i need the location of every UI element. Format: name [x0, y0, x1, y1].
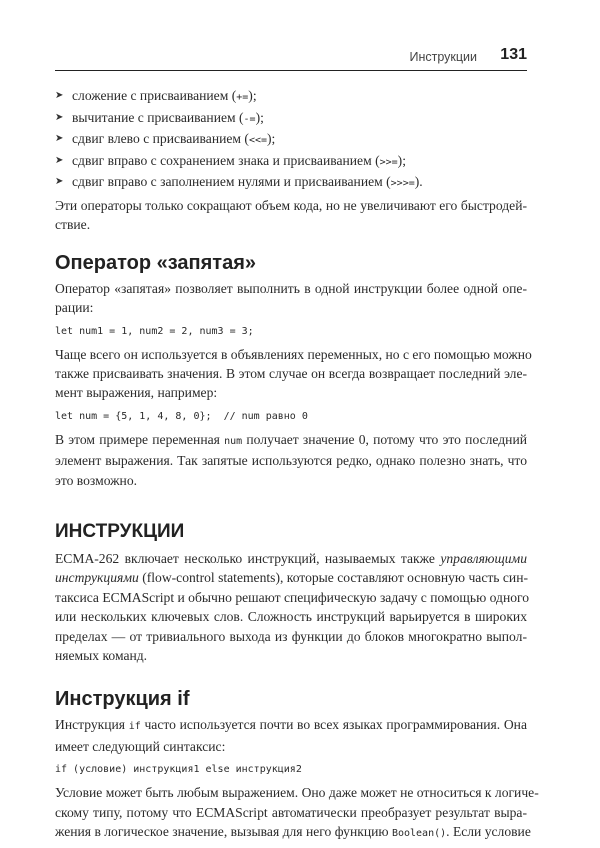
arrow-bullet-icon: ➤ [55, 133, 64, 145]
text-line: таксиса ECMAScript и обычно решают специфическую задачу с помощью одного [55, 589, 530, 605]
text: получает значение 0, потому что это последний [242, 431, 527, 447]
text-line: Эти операторы только сокращают объем кода, но не увеличивают его быстродей- [55, 197, 527, 213]
code-block: if (условие) инструкция1 else инструкция2 [55, 764, 302, 776]
text-line: пределах — от тривиального выхода из функции до блоков многократно выпол- [55, 628, 527, 644]
inline-code: >>>= [390, 178, 415, 190]
text: жения в логическое значение, вызывая для него функцию [55, 824, 392, 840]
text: Инструкция [55, 717, 129, 733]
page-number: 131 [500, 46, 527, 63]
text-line [55, 568, 527, 587]
paragraph [55, 279, 527, 318]
text-line: Условие может быть любым выражением. Оно даже может не относиться к логиче- [55, 785, 539, 801]
inline-code: <<= [248, 135, 268, 147]
text-line [55, 430, 527, 451]
text: В этом примере переменная [55, 431, 225, 447]
list-item-text: сложение с присваиванием ( [72, 88, 237, 103]
text: . Если условие [446, 824, 531, 840]
chapter-heading-statements: ИНСТРУКЦИИ [55, 521, 185, 543]
list-item [55, 129, 527, 151]
inline-code: Boolean() [391, 828, 447, 840]
text-line: Чаще всего он используется в объявлениях переменных, но с его помощью можно [55, 346, 532, 362]
arrow-bullet-icon: ➤ [55, 90, 64, 101]
text-line: рации: [55, 300, 94, 316]
list-item-text: сдвиг вправо с заполнением нулями и присваиванием ( [72, 174, 391, 190]
operator-list [55, 86, 527, 194]
paragraph [55, 196, 527, 235]
list-item-end: ); [255, 109, 264, 125]
list-item-end: ); [397, 152, 406, 168]
paragraph [55, 430, 527, 490]
inline-code: if [128, 721, 141, 733]
arrow-bullet-icon: ➤ [55, 111, 64, 123]
list-item-end: ); [248, 88, 257, 103]
section-heading-comma-operator: Оператор «запятая» [55, 251, 257, 274]
paragraph [55, 345, 532, 403]
list-item [55, 86, 527, 108]
paragraph [55, 715, 527, 756]
code-block: let num = {5, 1, 4, 8, 0}; // num равно 0 [55, 410, 308, 422]
list-item [55, 108, 527, 130]
text-line: Оператор «запятая» позволяет выполнить в одной инструкции более одной опе- [55, 280, 527, 296]
text-line: ствие. [55, 217, 91, 233]
text-line [55, 715, 527, 736]
text-line: также присваивать значения. В этом случае он всегда возвращает последний эле- [55, 366, 527, 381]
list-item [55, 151, 527, 173]
text-line: это возможно. [55, 472, 138, 488]
text-line: скому типу, потому что ECMAScript автоматически преобразует результат выра- [55, 804, 527, 820]
list-item [55, 172, 527, 194]
text-line [55, 822, 531, 843]
list-item-end: ). [414, 174, 423, 190]
arrow-bullet-icon: ➤ [55, 176, 64, 188]
paragraph [55, 549, 530, 665]
text-line: мент выражения, например: [55, 385, 218, 401]
running-header [55, 46, 527, 71]
arrow-bullet-icon: ➤ [55, 154, 64, 166]
list-item-text: вычитание с присваиванием ( [72, 109, 244, 125]
page-content [55, 86, 539, 844]
list-item-end: ); [267, 131, 276, 147]
text-line [55, 549, 527, 568]
text: часто используется почти во всех языках программирования. Она [140, 717, 527, 733]
paragraph [55, 783, 539, 843]
text-line: имеет следующий синтаксис: [55, 738, 226, 754]
inline-code: >>= [379, 156, 398, 168]
emphasis: инструкциями [55, 570, 139, 586]
text-line: элемент выражения. Так запятые используются редко, однако полезно знать, что [55, 453, 527, 469]
list-item-text: сдвиг влево с присваиванием ( [72, 131, 249, 147]
text: ECMA-262 включает несколько инструкций, называемых также [55, 551, 441, 567]
inline-code: num [224, 435, 243, 447]
running-header-title: Инструкции [409, 50, 477, 64]
inline-code: -= [243, 113, 256, 125]
text: (flow-control statements), которые составляют основную часть син- [138, 570, 528, 586]
list-item-text: сдвиг вправо с сохранением знака и присваиванием ( [72, 152, 380, 168]
section-heading-if-statement: Инструкция if [55, 688, 190, 711]
code-block: let num1 = 1, num2 = 2, num3 = 3; [55, 325, 254, 337]
inline-code: += [236, 92, 249, 103]
text-line: няемых команд. [55, 648, 148, 664]
emphasis: управляющими [440, 551, 527, 567]
text-line: или нескольких ключевых слов. Сложность инструкций варьируется в широких [55, 609, 527, 625]
